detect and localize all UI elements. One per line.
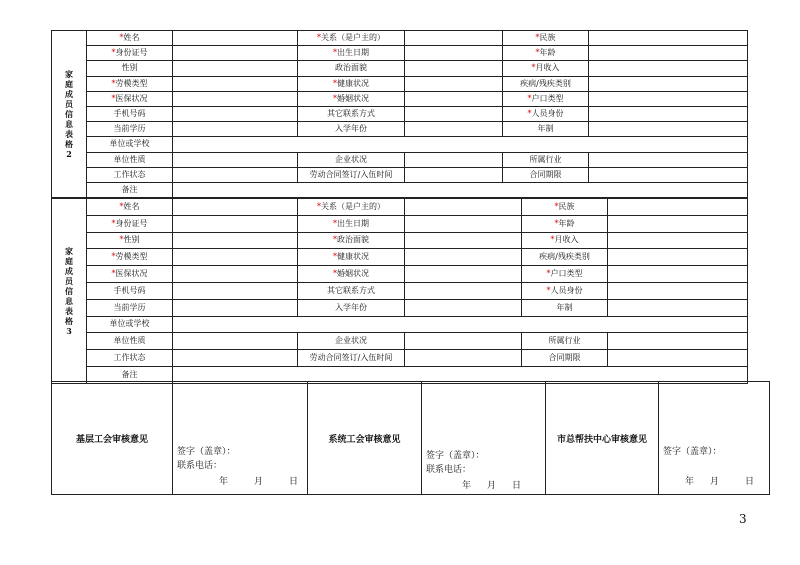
value-enterprise-status[interactable]	[405, 152, 503, 167]
value-disease[interactable]	[589, 76, 748, 91]
label-enrollment-year: 入学年份	[298, 299, 405, 316]
label-contract-term: 合同期限	[503, 167, 589, 182]
label-education: 当前学历	[87, 299, 173, 316]
value-name[interactable]	[173, 31, 298, 46]
label-name: *姓名	[87, 199, 173, 216]
label-political-status: 政治面貌	[298, 61, 405, 76]
value-birth-date[interactable]	[405, 215, 522, 232]
value-relation[interactable]	[405, 199, 522, 216]
required-marker: *	[111, 78, 116, 88]
grassroots-union-review-label: 基层工会审核意见	[52, 382, 173, 495]
label-gender: 性别	[87, 61, 173, 76]
value-school-system[interactable]	[608, 299, 748, 316]
value-id-number[interactable]	[173, 46, 298, 61]
value-education[interactable]	[173, 299, 298, 316]
value-marital[interactable]	[405, 266, 522, 283]
value-ethnicity[interactable]	[589, 31, 748, 46]
label-work-status: 工作状态	[87, 350, 173, 367]
label-model-worker: *劳模类型	[87, 76, 173, 91]
label-enterprise-status: 企业状况	[298, 333, 405, 350]
value-personal-identity[interactable]	[589, 106, 748, 121]
label-industry: 所属行业	[503, 152, 589, 167]
label-personal-identity: *人员身份	[522, 282, 608, 299]
label-gender: *性别	[87, 232, 173, 249]
value-age[interactable]	[589, 46, 748, 61]
required-marker: *	[546, 285, 551, 295]
contact-phone-label: 联系电话：	[426, 465, 472, 475]
value-medical-insurance[interactable]	[173, 266, 298, 283]
required-marker: *	[554, 218, 559, 228]
table-row	[52, 167, 748, 182]
label-id-number: *身份证号	[87, 215, 173, 232]
required-marker: *	[333, 93, 337, 103]
value-gender[interactable]	[173, 61, 298, 76]
required-marker: *	[333, 218, 337, 228]
label-phone: 手机号码	[87, 106, 173, 121]
value-enrollment-year[interactable]	[405, 299, 522, 316]
label-industry: 所属行业	[522, 333, 608, 350]
side-label-char: 信	[65, 285, 73, 296]
table-row	[52, 76, 748, 91]
value-phone[interactable]	[173, 282, 298, 299]
family-member-table-2	[51, 30, 748, 198]
signature-label: 签字（盖章）：	[663, 447, 722, 457]
value-work-status[interactable]	[173, 350, 298, 367]
side-label-char: 成	[65, 265, 73, 276]
required-marker: *	[333, 48, 337, 58]
required-marker: *	[333, 78, 337, 88]
label-health: *健康状况	[298, 249, 405, 266]
required-marker: *	[317, 33, 321, 43]
table-row	[52, 249, 748, 266]
value-id-number[interactable]	[173, 215, 298, 232]
value-age[interactable]	[608, 215, 748, 232]
section-side-label	[52, 31, 87, 198]
value-school-system[interactable]	[589, 122, 748, 137]
label-monthly-income: *月收入	[503, 61, 589, 76]
side-label-char: 成	[65, 89, 73, 100]
section-side-label	[52, 199, 87, 384]
required-marker: *	[119, 235, 124, 245]
table-row	[52, 282, 748, 299]
value-name[interactable]	[173, 199, 298, 216]
side-label-char: 息	[65, 295, 73, 306]
label-marital: *婚姻状况	[298, 91, 405, 106]
label-phone: 手机号码	[87, 282, 173, 299]
table-row	[52, 122, 748, 137]
side-label-char: 庭	[65, 79, 73, 90]
label-marital: *婚姻状况	[298, 266, 405, 283]
value-birth-date[interactable]	[405, 46, 503, 61]
side-label-char: 格	[65, 315, 73, 326]
label-remarks: 备注	[87, 182, 173, 197]
label-other-contact: 其它联系方式	[298, 282, 405, 299]
side-label-char: 庭	[65, 255, 73, 266]
value-contract-date[interactable]	[405, 350, 522, 367]
required-marker: *	[531, 63, 536, 73]
label-birth-date: *出生日期	[298, 215, 405, 232]
label-enterprise-status: 企业状况	[298, 152, 405, 167]
label-id-number: *身份证号	[87, 46, 173, 61]
label-remarks: 备注	[87, 366, 173, 383]
label-work-status: 工作状态	[87, 167, 173, 182]
label-school-system: 年制	[522, 299, 608, 316]
value-monthly-income[interactable]	[608, 232, 748, 249]
label-relation: *关系（是户主的）	[298, 31, 405, 46]
value-remarks[interactable]	[173, 182, 748, 197]
label-household-type: *户口类型	[503, 91, 589, 106]
required-marker: *	[111, 218, 116, 228]
side-label-char: 3	[66, 325, 72, 336]
table-row	[52, 215, 748, 232]
required-marker: *	[119, 201, 124, 211]
label-other-contact: 其它联系方式	[298, 106, 405, 121]
side-label-char: 息	[65, 119, 73, 130]
table-row	[52, 152, 748, 167]
contact-phone-label: 联系电话：	[177, 461, 223, 471]
table-row	[52, 299, 748, 316]
required-marker: *	[333, 235, 337, 245]
table-row	[52, 61, 748, 76]
table-row	[52, 266, 748, 283]
label-medical-insurance: *医保状况	[87, 91, 173, 106]
signature-label: 签字（盖章）：	[177, 447, 236, 457]
side-label-char: 家	[65, 69, 73, 80]
label-contract-term: 合同期限	[522, 350, 608, 367]
label-ethnicity: *民族	[522, 199, 608, 216]
grassroots-signature-cell[interactable]	[173, 382, 308, 495]
date-line: 年 月 日	[685, 477, 755, 487]
value-industry[interactable]	[589, 152, 748, 167]
family-member-table-3	[51, 198, 748, 384]
table-row	[52, 182, 748, 197]
label-school-system: 年制	[503, 122, 589, 137]
value-health[interactable]	[405, 76, 503, 91]
required-marker: *	[317, 201, 321, 211]
required-marker: *	[119, 33, 124, 43]
value-medical-insurance[interactable]	[173, 91, 298, 106]
page-number: 3	[739, 512, 747, 526]
label-model-worker: *劳模类型	[87, 249, 173, 266]
table-row	[52, 91, 748, 106]
side-label-char: 2	[66, 149, 72, 160]
value-model-worker[interactable]	[173, 76, 298, 91]
required-marker: *	[527, 109, 532, 119]
label-contract-date: 劳动合同签订/入伍时间	[298, 167, 405, 182]
value-household-type[interactable]	[589, 91, 748, 106]
label-health: *健康状况	[298, 76, 405, 91]
value-political-status[interactable]	[405, 61, 503, 76]
label-relation: *关系（是户主的）	[298, 199, 405, 216]
signature-label: 签字（盖章）：	[426, 451, 485, 461]
value-gender[interactable]	[173, 232, 298, 249]
required-marker: *	[535, 33, 540, 43]
label-unit-nature: 单位性质	[87, 152, 173, 167]
value-enrollment-year[interactable]	[405, 122, 503, 137]
approval-table	[51, 381, 770, 495]
required-marker: *	[333, 269, 337, 279]
value-contract-term[interactable]	[589, 167, 748, 182]
side-label-char: 信	[65, 109, 73, 120]
value-relation[interactable]	[405, 31, 503, 46]
value-other-contact[interactable]	[405, 106, 503, 121]
value-unit-nature[interactable]	[173, 333, 298, 350]
table-row	[52, 199, 748, 216]
side-label-char: 表	[65, 305, 73, 316]
system-signature-cell[interactable]	[422, 382, 546, 495]
value-ethnicity[interactable]	[608, 199, 748, 216]
label-monthly-income: *月收入	[522, 232, 608, 249]
city-signature-cell[interactable]	[659, 382, 770, 495]
table-row	[52, 316, 748, 333]
table-row	[52, 46, 748, 61]
label-unit-nature: 单位性质	[87, 333, 173, 350]
side-label-char: 格	[65, 139, 73, 150]
required-marker: *	[554, 201, 559, 211]
side-label-char: 员	[65, 275, 73, 286]
label-enrollment-year: 入学年份	[298, 122, 405, 137]
label-medical-insurance: *医保状况	[87, 266, 173, 283]
table-row	[52, 106, 748, 121]
label-ethnicity: *民族	[503, 31, 589, 46]
required-marker: *	[550, 235, 555, 245]
value-household-type[interactable]	[608, 266, 748, 283]
value-employer-school[interactable]	[173, 316, 748, 333]
label-age: *年龄	[503, 46, 589, 61]
value-disease[interactable]	[608, 249, 748, 266]
value-phone[interactable]	[173, 106, 298, 121]
required-marker: *	[527, 93, 532, 103]
date-line: 年 月 日	[462, 481, 522, 491]
label-disease: 疾病/残疾类别	[522, 249, 608, 266]
label-contract-date: 劳动合同签订/入伍时间	[298, 350, 405, 367]
label-political-status: *政治面貌	[298, 232, 405, 249]
value-marital[interactable]	[405, 91, 503, 106]
table-row	[52, 31, 748, 46]
city-center-review-label: 市总帮扶中心审核意见	[546, 382, 659, 495]
label-personal-identity: *人员身份	[503, 106, 589, 121]
table-row	[52, 350, 748, 367]
required-marker: *	[111, 269, 116, 279]
required-marker: *	[111, 252, 116, 262]
label-name: *姓名	[87, 31, 173, 46]
value-health[interactable]	[405, 249, 522, 266]
value-work-status[interactable]	[173, 167, 298, 182]
value-personal-identity[interactable]	[608, 282, 748, 299]
label-employer-school: 单位或学校	[87, 316, 173, 333]
required-marker: *	[111, 48, 116, 58]
required-marker: *	[546, 269, 551, 279]
label-disease: 疾病/残疾类别	[503, 76, 589, 91]
value-industry[interactable]	[608, 333, 748, 350]
value-other-contact[interactable]	[405, 282, 522, 299]
required-marker: *	[535, 48, 540, 58]
required-marker: *	[111, 93, 116, 103]
side-label-char: 员	[65, 99, 73, 110]
value-education[interactable]	[173, 122, 298, 137]
side-label-char: 家	[65, 245, 73, 256]
label-education: 当前学历	[87, 122, 173, 137]
label-employer-school: 单位或学校	[87, 137, 173, 152]
value-model-worker[interactable]	[173, 249, 298, 266]
label-age: *年龄	[522, 215, 608, 232]
value-unit-nature[interactable]	[173, 152, 298, 167]
table-row	[52, 232, 748, 249]
value-political-status[interactable]	[405, 232, 522, 249]
value-contract-term[interactable]	[608, 350, 748, 367]
value-employer-school[interactable]	[173, 137, 748, 152]
value-enterprise-status[interactable]	[405, 333, 522, 350]
label-household-type: *户口类型	[522, 266, 608, 283]
value-monthly-income[interactable]	[589, 61, 748, 76]
label-birth-date: *出生日期	[298, 46, 405, 61]
table-row	[52, 333, 748, 350]
date-line: 年 月 日	[219, 477, 299, 487]
side-label-char: 表	[65, 129, 73, 140]
system-union-review-label: 系统工会审核意见	[308, 382, 422, 495]
required-marker: *	[333, 252, 337, 262]
value-contract-date[interactable]	[405, 167, 503, 182]
table-row	[52, 137, 748, 152]
